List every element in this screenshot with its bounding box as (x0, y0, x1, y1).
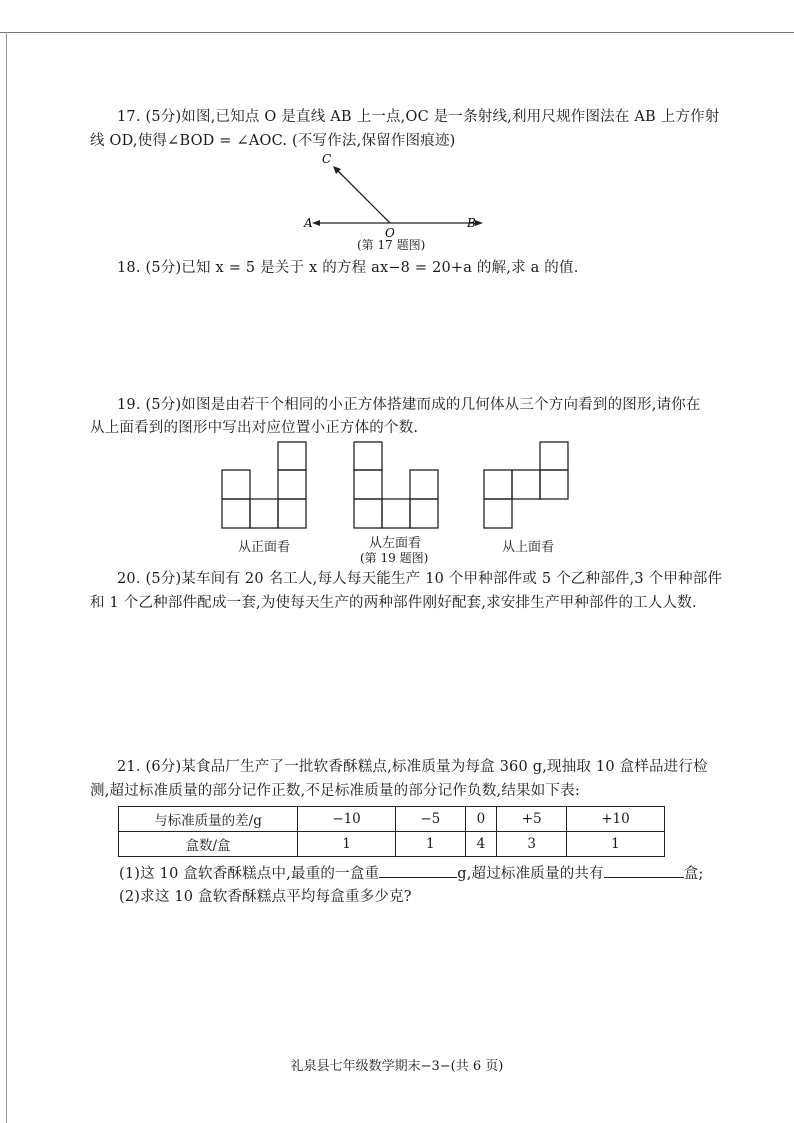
table-cell: 1 (396, 832, 465, 857)
q20-line1: 20. (5分)某车间有 20 名工人,每人每天能生产 10 个甲种部件或 5 个乙种部件,3 个甲种部件 (117, 571, 723, 587)
q21-sub1-text-a: (1)这 10 盒软香酥糕点中,最重的一盒重 (119, 866, 380, 882)
q21-line1: 21. (6分)某食品厂生产了一批软香酥糕点,标准质量为每盒 360 g,现抽取 10 盒样品进行检 (117, 759, 708, 775)
q17-figure (300, 150, 500, 250)
q21-data-table (118, 806, 665, 857)
label-c: C (322, 152, 332, 166)
arrow-b-icon (475, 220, 483, 226)
page-top-border (0, 32, 794, 33)
table-cell: 0 (465, 807, 497, 832)
q18-line1: 18. (5分)已知 x = 5 是关于 x 的方程 ax−8 = 20+a 的解,求 a 的值. (117, 260, 579, 276)
table-row1-header: 与标准质量的差/g (119, 807, 298, 832)
q17-line1: 17. (5分)如图,已知点 O 是直线 AB 上一点,OC 是一条射线,利用尺规作图法在 AB 上方作射 (117, 109, 720, 125)
table-row (119, 832, 665, 857)
table-cell: −5 (396, 807, 465, 832)
q19-line2: 从上面看到的图形中写出对应位置小正方体的个数. (90, 420, 419, 436)
q17-line2: 线 OD,使得∠BOD = ∠AOC. (不写作法,保留作图痕迹) (90, 133, 456, 149)
table-cell: +10 (566, 807, 664, 832)
table-cell: 1 (566, 832, 664, 857)
q19-front-label: 从正面看 (238, 540, 291, 555)
q21-sub2: (2)求这 10 盒软香酥糕点平均每盒重多少克? (119, 889, 412, 905)
q19-front-view (220, 440, 310, 532)
table-cell: 3 (497, 832, 566, 857)
q19-line1: 19. (5分)如图是由若干个相同的小正方体搭建而成的几何体从三个方向看到的图形,请你在 (117, 397, 701, 413)
q20-line2: 和 1 个乙种部件配成一套,为使每天生产的两种部件刚好配套,求安排生产甲种部件的工人人数. (90, 595, 697, 611)
table-cell: 1 (298, 832, 396, 857)
q21-sub1 (119, 863, 704, 884)
label-b: B (467, 216, 476, 230)
arrow-a-icon (312, 220, 320, 226)
ray-oc (335, 168, 390, 223)
q19-left-view (352, 440, 442, 532)
q21-sub1-text-c: 盒; (683, 866, 704, 882)
q21-sub1-text-b: g,超过标准质量的共有 (457, 866, 604, 882)
q19-top-label: 从上面看 (502, 540, 555, 555)
page-footer: 礼泉县七年级数学期末−3−(共 6 页) (290, 1059, 504, 1074)
table-row (119, 807, 665, 832)
table-cell: 4 (465, 832, 497, 857)
table-cell: −10 (298, 807, 396, 832)
answer-blank-count[interactable] (604, 863, 684, 878)
label-o: O (385, 226, 395, 240)
q19-caption: (第 19 题图) (360, 551, 429, 565)
label-a: A (304, 216, 313, 230)
q19-top-view (482, 440, 572, 532)
q17-caption: (第 17 题图) (357, 238, 426, 252)
q21-line2: 测,超过标准质量的部分记作正数,不足标准质量的部分记作负数,结果如下表: (90, 783, 580, 799)
page-left-border (6, 32, 7, 1123)
table-cell: +5 (497, 807, 566, 832)
answer-blank-heaviest[interactable] (379, 863, 457, 878)
q19-left-label: 从左面看 (369, 536, 422, 551)
table-row2-header: 盒数/盒 (119, 832, 298, 857)
